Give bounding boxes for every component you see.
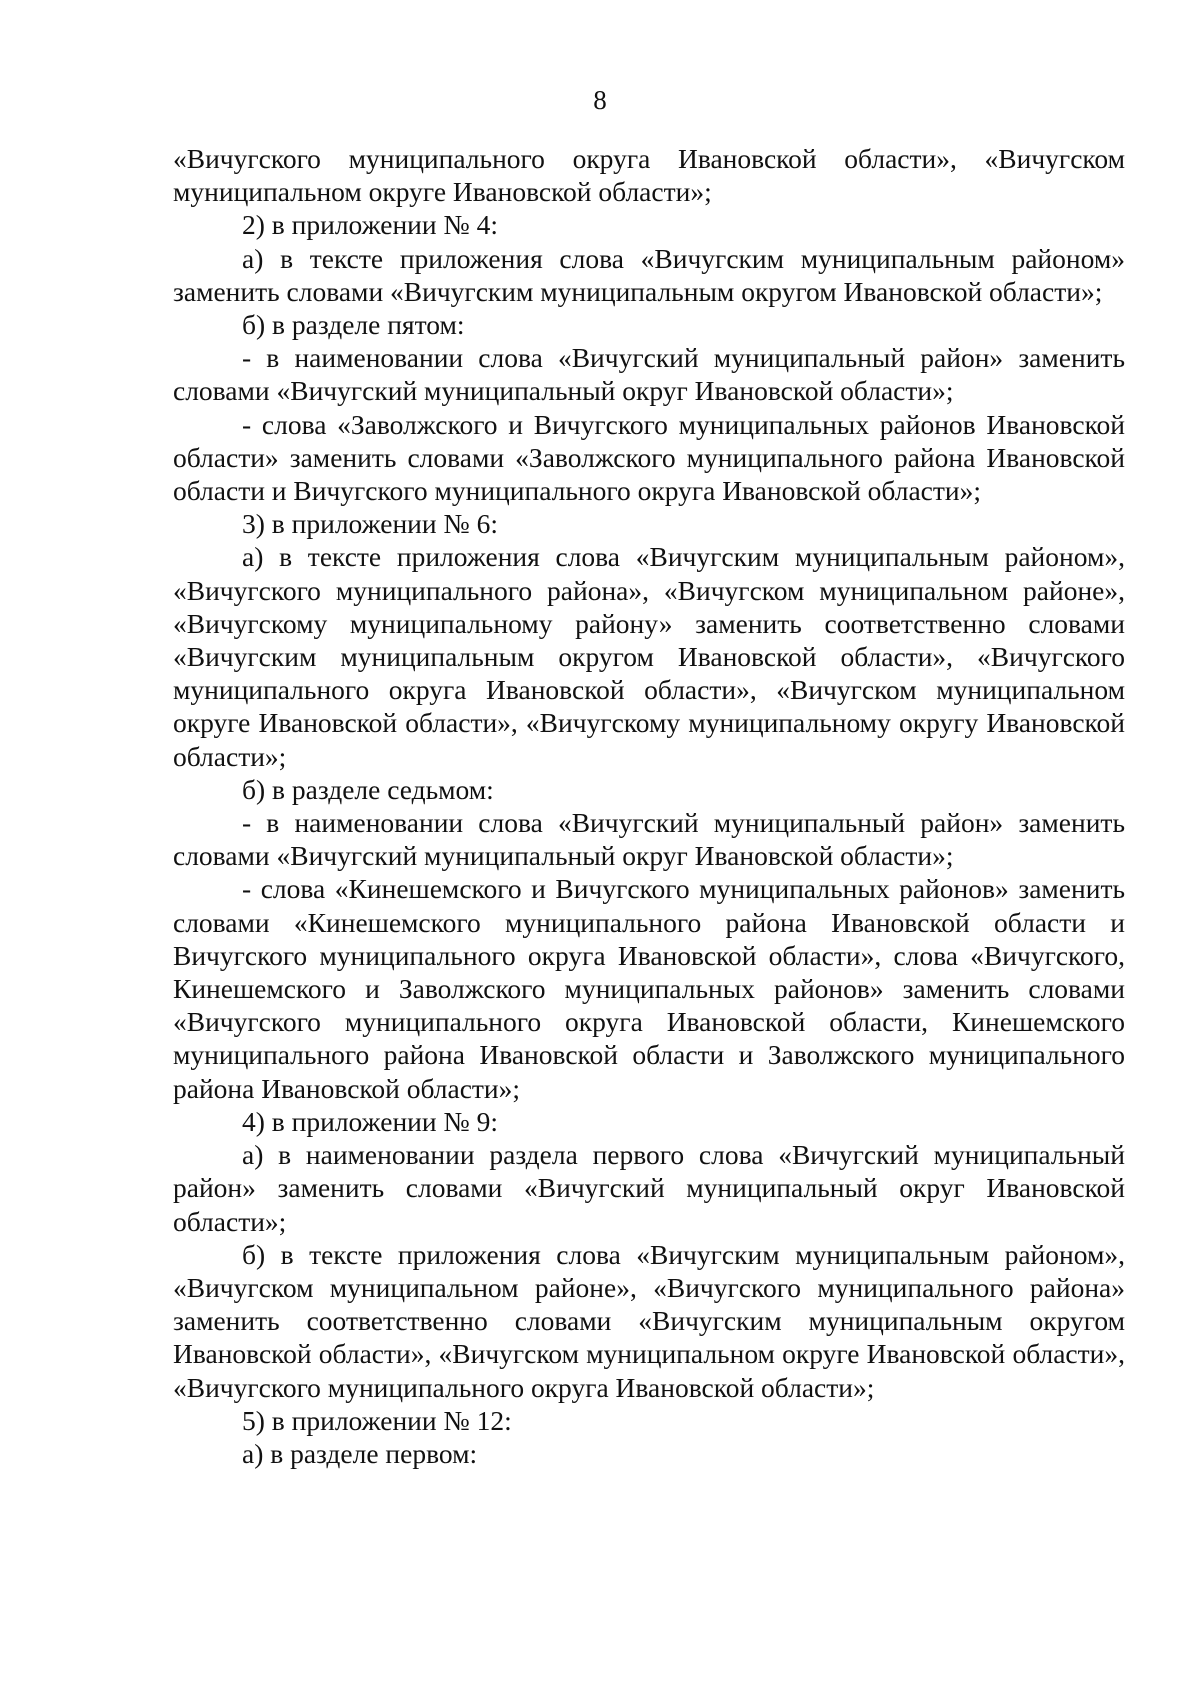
paragraph: «Вичугского муниципального округа Ивановской области», «Вичугском муниципальном округе Ивановской области»; bbox=[173, 143, 1125, 208]
page-number: 8 bbox=[593, 85, 607, 115]
paragraph: - слова «Кинешемского и Вичугского муниципальных районов» заменить словами «Кинешемского муниципального района Ивановской области и Вичугского муниципального округа Ивановской области», слова «Вичугского, Кинешемского и Заволжского муниципальных районов» заменить словами «Вичугского муниципального округа Ивановской области, Кинешемского муниципального района Ивановской области и Заволжского муниципального района Ивановской области»; bbox=[173, 873, 1125, 1104]
document-body bbox=[173, 142, 1125, 1470]
paragraph: 4) в приложении № 9: bbox=[242, 1105, 498, 1137]
paragraph: б) в разделе пятом: bbox=[242, 309, 465, 341]
paragraph: а) в наименовании раздела первого слова «Вичугский муниципальный район» заменить словами «Вичугский муниципальный округ Ивановской области»; bbox=[173, 1139, 1125, 1237]
paragraph: а) в разделе первом: bbox=[242, 1437, 478, 1469]
paragraph: б) в разделе седьмом: bbox=[242, 773, 494, 805]
paragraph: 3) в приложении № 6: bbox=[242, 508, 498, 540]
paragraph: а) в тексте приложения слова «Вичугским муниципальным районом», «Вичугского муниципального района», «Вичугском муниципальном районе», «Вичугскому муниципальному району» заменить соответственно словами «Вичугским муниципальным округом Ивановской области», «Вичугского муниципального округа Ивановской области», «Вичугском муниципальном округе Ивановской области», «Вичугскому муниципальному округу Ивановской области»; bbox=[173, 541, 1125, 772]
paragraph: - в наименовании слова «Вичугский муниципальный район» заменить словами «Вичугский муниципальный округ Ивановской области»; bbox=[173, 342, 1125, 407]
paragraph: а) в тексте приложения слова «Вичугским муниципальным районом» заменить словами «Вичугским муниципальным округом Ивановской области»; bbox=[173, 242, 1125, 307]
paragraph: - в наименовании слова «Вичугский муниципальный район» заменить словами «Вичугский муниципальный округ Ивановской области»; bbox=[173, 807, 1125, 872]
paragraph: - слова «Заволжского и Вичугского муниципальных районов Ивановской области» заменить словами «Заволжского муниципального района Ивановской области и Вичугского муниципального округа Ивановской области»; bbox=[173, 408, 1125, 507]
paragraph: 5) в приложении № 12: bbox=[242, 1404, 512, 1436]
paragraph: б) в тексте приложения слова «Вичугским муниципальным районом», «Вичугском муниципальном районе», «Вичугского муниципального района» заменить соответственно словами «Вичугским муниципальным округом Ивановской области», «Вичугском муниципальном округе Ивановской области», «Вичугского муниципального округа Ивановской области»; bbox=[173, 1238, 1125, 1403]
paragraph: 2) в приложении № 4: bbox=[242, 209, 498, 241]
